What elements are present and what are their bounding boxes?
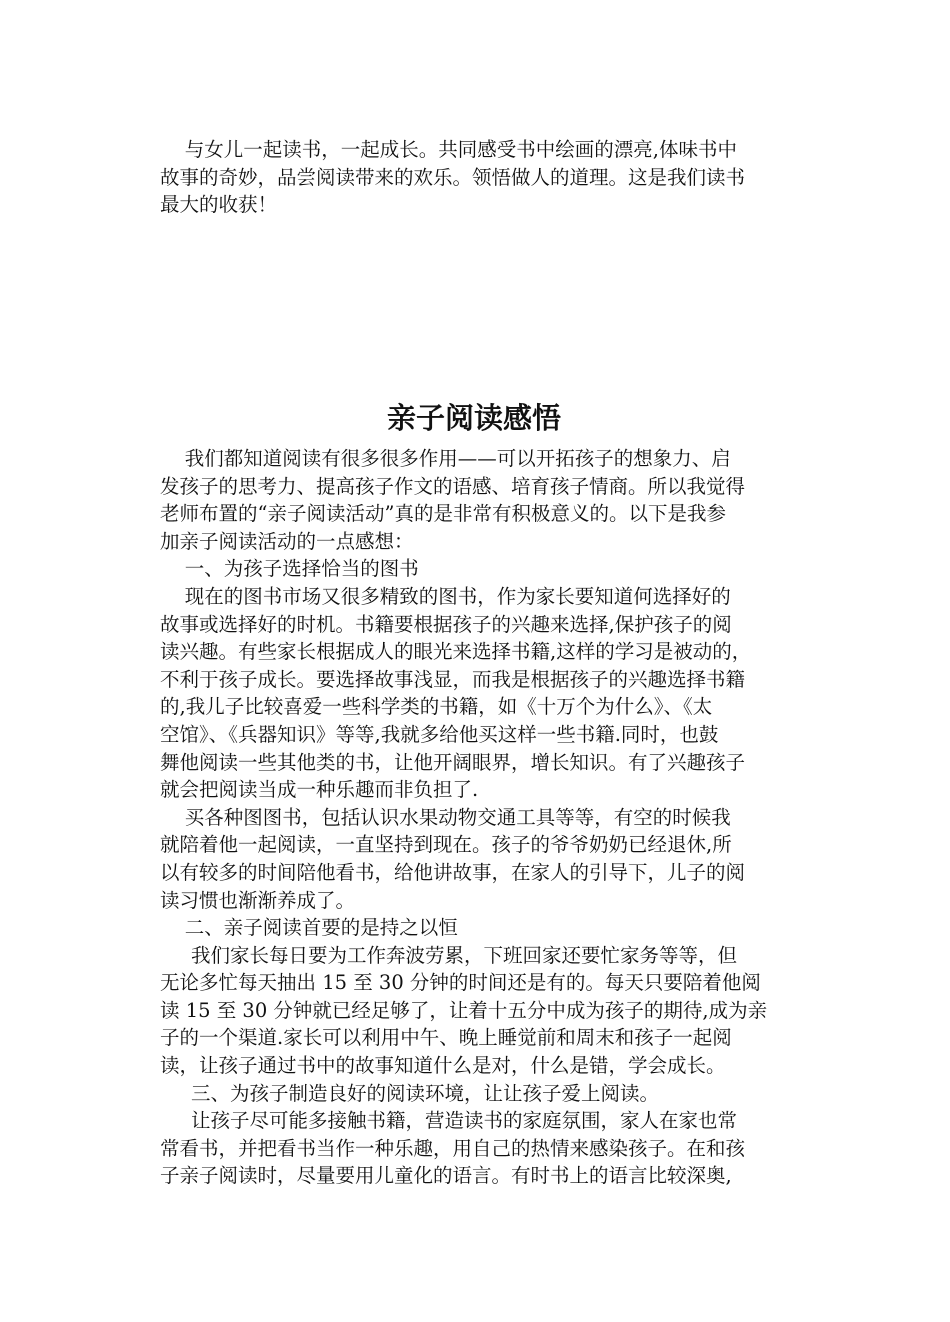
text-line: 读 15 至 30 分钟就已经足够了，让着十五分中成为孩子的期待,成为亲 bbox=[160, 998, 768, 1022]
text-line: 我们都知道阅读有很多很多作用——可以开拓孩子的想象力、启 bbox=[160, 447, 731, 470]
text-line: 常看书，并把看书当作一种乐趣，用自己的热情来感染孩子。在和孩 bbox=[160, 1136, 746, 1160]
text-line: 最大的收获！ bbox=[160, 193, 278, 217]
text-line: 加亲子阅读活动的一点感想： bbox=[160, 529, 414, 553]
text-line: 空馆》、《兵器知识》等等,我就多给他买这样一些书籍.同时，也鼓 bbox=[160, 722, 719, 746]
intro-paragraph bbox=[160, 136, 788, 219]
text-line: 读，让孩子通过书中的故事知道什么是对，什么是错，学会成长。 bbox=[160, 1054, 726, 1078]
text-line: 读兴趣。有些家长根据成人的眼光来选择书籍,这样的学习是被动的， bbox=[160, 640, 752, 664]
text-line: 子的一个渠道.家长可以利用中午、晚上睡觉前和周末和孩子一起阅 bbox=[160, 1026, 732, 1050]
text-line: 子亲子阅读时，尽量要用儿童化的语言。有时书上的语言比较深奥, bbox=[160, 1164, 732, 1188]
text-line: 二、亲子阅读首要的是持之以恒 bbox=[160, 916, 458, 940]
article-body bbox=[160, 445, 788, 1190]
text-line: 舞他阅读一些其他类的书，让他开阔眼界，增长知识。有了兴趣孩子 bbox=[160, 750, 746, 774]
text-line: 一、为孩子选择恰当的图书 bbox=[160, 557, 419, 581]
text-line: 三、为孩子制造良好的阅读环境，让让孩子爱上阅读。 bbox=[160, 1081, 659, 1105]
text-line: 我们家长每日要为工作奔波劳累，下班回家还要忙家务等等，但 bbox=[160, 943, 737, 967]
article-title: 亲子阅读感悟 bbox=[386, 401, 561, 435]
text-line: 与女儿一起读书，一起成长。共同感受书中绘画的漂亮,体味书中 bbox=[160, 138, 737, 161]
text-line: 买各种图图书，包括认识水果动物交通工具等等，有空的时候我 bbox=[160, 805, 731, 829]
text-line: 的,我儿子比较喜爱一些科学类的书籍，如《十万个为什么》、《太 bbox=[160, 695, 713, 719]
text-line: 无论多忙每天抽出 15 至 30 分钟的时间还是有的。每天只要陪着他阅 bbox=[160, 971, 761, 995]
text-line: 读习惯也渐渐养成了。 bbox=[160, 888, 356, 912]
text-line: 现在的图书市场又很多精致的图书，作为家长要知道何选择好的 bbox=[160, 584, 731, 608]
text-line: 故事或选择好的时机。书籍要根据孩子的兴趣来选择,保护孩子的阅 bbox=[160, 612, 732, 636]
text-line: 就会把阅读当成一种乐趣而非负担了. bbox=[160, 778, 479, 802]
text-line: 就陪着他一起阅读，一直坚持到现在。孩子的爷爷奶奶已经退休,所 bbox=[160, 833, 732, 857]
text-line: 发孩子的思考力、提高孩子作文的语感、培育孩子情商。所以我觉得 bbox=[160, 474, 746, 498]
text-line: 让孩子尽可能多接触书籍，营造读书的家庭氛围，家人在家也常 bbox=[160, 1109, 737, 1133]
text-line: 以有较多的时间陪他看书，给他讲故事，在家人的引导下，儿子的阅 bbox=[160, 860, 746, 884]
text-line: 不利于孩子成长。要选择故事浅显，而我是根据孩子的兴趣选择书籍 bbox=[160, 667, 746, 691]
text-line: 老师布置的“亲子阅读活动”真的是非常有积极意义的。以下是我参 bbox=[160, 502, 726, 526]
text-line: 故事的奇妙，品尝阅读带来的欢乐。领悟做人的道理。这是我们读书 bbox=[160, 165, 746, 189]
